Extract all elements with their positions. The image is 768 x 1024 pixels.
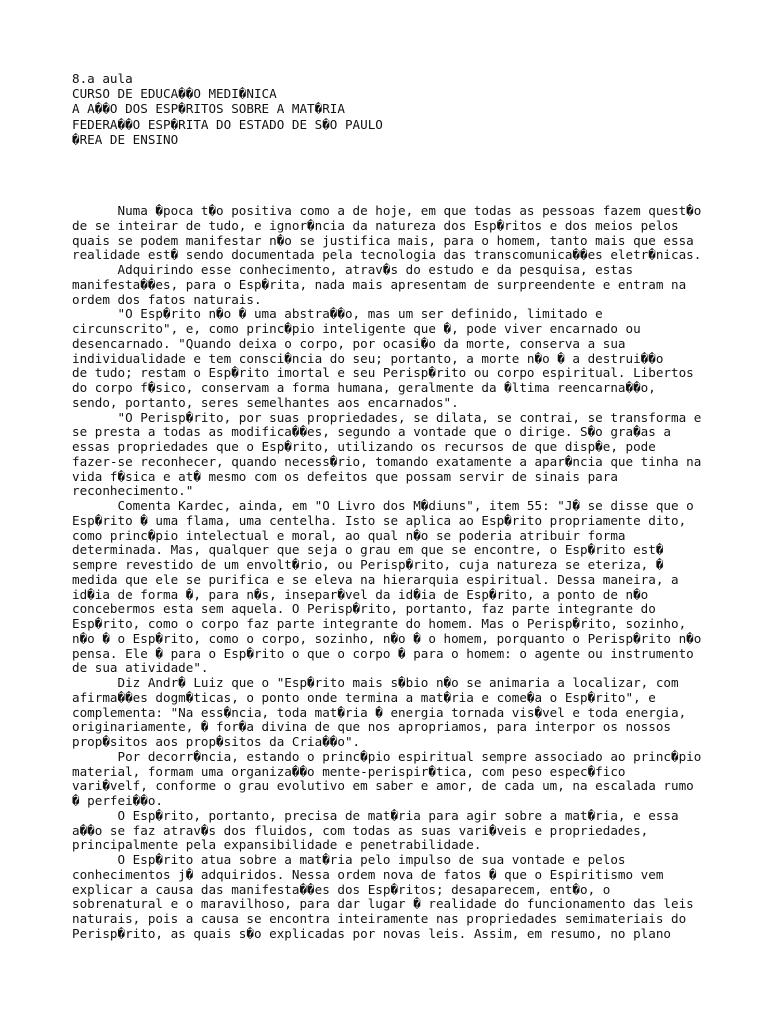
body-line: pensa. Ele � para o Esp�rito o que o corpo � para o homem: o agente ou instrumento bbox=[72, 645, 694, 661]
body-line: naturais, pois a causa se encontra inteiramente nas propriedades semimateriais do bbox=[72, 911, 687, 926]
body-line: concebermos esta sem aquela. O Perisp�rito, portanto, faz parte integrante do bbox=[72, 601, 656, 617]
body-line: de se inteirar de tudo, e ignor�ncia da natureza dos Esp�ritos e dos meios pelos bbox=[72, 217, 679, 233]
body-line: id�ia de forma �, para n�s, insepar�vel da id�ia de Esp�rito, a ponto de n�o bbox=[72, 586, 649, 602]
body-line: O Esp�rito atua sobre a mat�ria pelo impulso de sua vontade e pelos bbox=[72, 852, 626, 867]
body-line: originariamente, � for�a divina de que nos apropriamos, para interpor os nossos bbox=[72, 719, 671, 735]
body-line: vida f�sica e at� mesmo com os defeitos que possam servir de sinais para bbox=[72, 468, 618, 484]
body-line: Esp�rito, como o corpo faz parte integrante do homem. Mas o Perisp�rito, sozinho, bbox=[72, 616, 687, 631]
body-line: Esp�rito � uma flama, uma centelha. Isto se aplica ao Esp�rito propriamente dito, bbox=[72, 512, 687, 528]
body-line: principalmente pela expansibilidade e penetrabilidade. bbox=[72, 837, 482, 853]
body-line: do corpo f�sico, conservam a forma humana, geralmente da �ltima reencarna��o, bbox=[72, 380, 656, 395]
body-line: a��o se faz atrav�s dos fluidos, com todas as suas vari�veis e propriedades, bbox=[72, 822, 649, 838]
body-line: manifesta��es, para o Esp�rita, nada mais apresentam de surpreendente e entram na bbox=[72, 276, 687, 292]
body-line: Diz Andr� Luiz que o "Esp�rito mais s�bio n�o se animaria a localizar, com bbox=[72, 675, 679, 690]
body-line: realidade est� sendo documentada pela tecnologia das transcomunica��es eletr�nicas. bbox=[72, 247, 702, 263]
body-line: essas propriedades que o Esp�rito, utilizando os recursos de que disp�e, pode bbox=[72, 439, 656, 454]
body-line: de tudo; restam o Esp�rito imortal e seu Perisp�rito ou corpo espiritual. Libertos bbox=[72, 365, 694, 381]
body-line: O Esp�rito, portanto, precisa de mat�ria para agir sobre a mat�ria, e essa bbox=[72, 807, 679, 823]
body-line: sempre revestido de um envolt�rio, ou Perisp�rito, cuja natureza se eteriza, � bbox=[72, 557, 664, 572]
body-line: complementa: "Na ess�ncia, toda mat�ria � energia tornada vis�vel e toda energia, bbox=[72, 704, 687, 720]
body-line: sendo, portanto, seres semelhantes aos encarnados". bbox=[72, 394, 459, 410]
body-line: reconhecimento." bbox=[72, 483, 194, 499]
header-line: A A��O DOS ESP�RITOS SOBRE A MAT�RIA bbox=[72, 101, 345, 117]
body-line: Perisp�rito, as quais s�o explicadas por novas leis. Assim, em resumo, no plano bbox=[72, 925, 671, 941]
body-line: � perfei��o. bbox=[72, 793, 163, 808]
body-line: fazer-se reconhecer, quando necess�rio, tomando exatamente a apar�ncia que tinha na bbox=[72, 453, 702, 469]
body-line: como princ�pio intelectual e moral, ao qual n�o se poderia atribuir forma bbox=[72, 527, 626, 543]
document-header bbox=[72, 71, 383, 147]
body-line: se presta a todas as modifica��es, segundo a vontade que o dirige. S�o gra�as a bbox=[72, 424, 671, 440]
header-line: 8.a aula bbox=[72, 71, 133, 86]
body-line: circunscrito", e, como princ�pio inteligente que �, pode viver encarnado ou bbox=[72, 321, 641, 336]
body-line: "O Esp�rito n�o � uma abstra��o, mas um ser definido, limitado e bbox=[72, 306, 603, 322]
body-line: individualidade e tem consci�ncia do seu; portanto, a morte n�o � a destrui��o bbox=[72, 350, 664, 366]
body-line: n�o � o Esp�rito, como o corpo, sozinho, n�o � o homem, porquanto o Perisp�rito n�o bbox=[72, 630, 702, 646]
body-line: medida que ele se purifica e se eleva na hierarquia espiritual. Dessa maneira, a bbox=[72, 571, 679, 587]
body-line: prop�sitos aos prop�sitos da Cria��o". bbox=[72, 734, 361, 749]
body-line: Comenta Kardec, ainda, em "O Livro dos M�diuns", item 55: "J� se disse que o bbox=[72, 498, 694, 513]
body-line: sobrenatural e o maravilhoso, para dar lugar � realidade do funcionamento das leis bbox=[72, 896, 694, 912]
body-line: Adquirindo esse conhecimento, atrav�s do estudo e da pesquisa, estas bbox=[72, 262, 634, 277]
body-line: desencarnado. "Quando deixa o corpo, por ocasi�o da morte, conserva a sua bbox=[72, 335, 626, 351]
header-line: CURSO DE EDUCA��O MEDI�NICA bbox=[72, 86, 277, 102]
body-line: "O Perisp�rito, por suas propriedades, se dilata, se contrai, se transforma e bbox=[72, 409, 702, 425]
header-line: �REA DE ENSINO bbox=[72, 131, 179, 147]
body-line: de sua atividade". bbox=[72, 660, 209, 676]
body-line: ordem dos fatos naturais. bbox=[72, 291, 262, 307]
header-line: FEDERA��O ESP�RITA DO ESTADO DE S�O PAULO bbox=[72, 116, 383, 132]
body-line: material, formam uma organiza��o mente-perispir�tica, com peso espec�fico bbox=[72, 763, 626, 779]
body-line: determinada. Mas, qualquer que seja o grau em que se encontre, o Esp�rito est� bbox=[72, 542, 664, 558]
body-line: afirma��es dogm�ticas, o ponto onde termina a mat�ria e come�a o Esp�rito", e bbox=[72, 689, 656, 705]
body-line: explicar a causa das manifesta��es dos Esp�ritos; desaparecem, ent�o, o bbox=[72, 881, 611, 897]
body-line: quais se podem manifestar n�o se justifica mais, para o homem, tanto mais que essa bbox=[72, 232, 694, 248]
document-body bbox=[72, 204, 712, 942]
body-line: conhecimentos j� adquiridos. Nessa ordem nova de fatos � que o Espiritismo vem bbox=[72, 866, 664, 882]
body-line: Por decorr�ncia, estando o princ�pio espiritual sempre associado ao princ�pio bbox=[72, 748, 702, 764]
body-line: vari�velf, conforme o grau evolutivo em saber e amor, de cada um, na escalada rumo bbox=[72, 778, 694, 794]
body-line: Numa �poca t�o positiva como a de hoje, em que todas as pessoas fazem quest�o bbox=[72, 203, 702, 218]
